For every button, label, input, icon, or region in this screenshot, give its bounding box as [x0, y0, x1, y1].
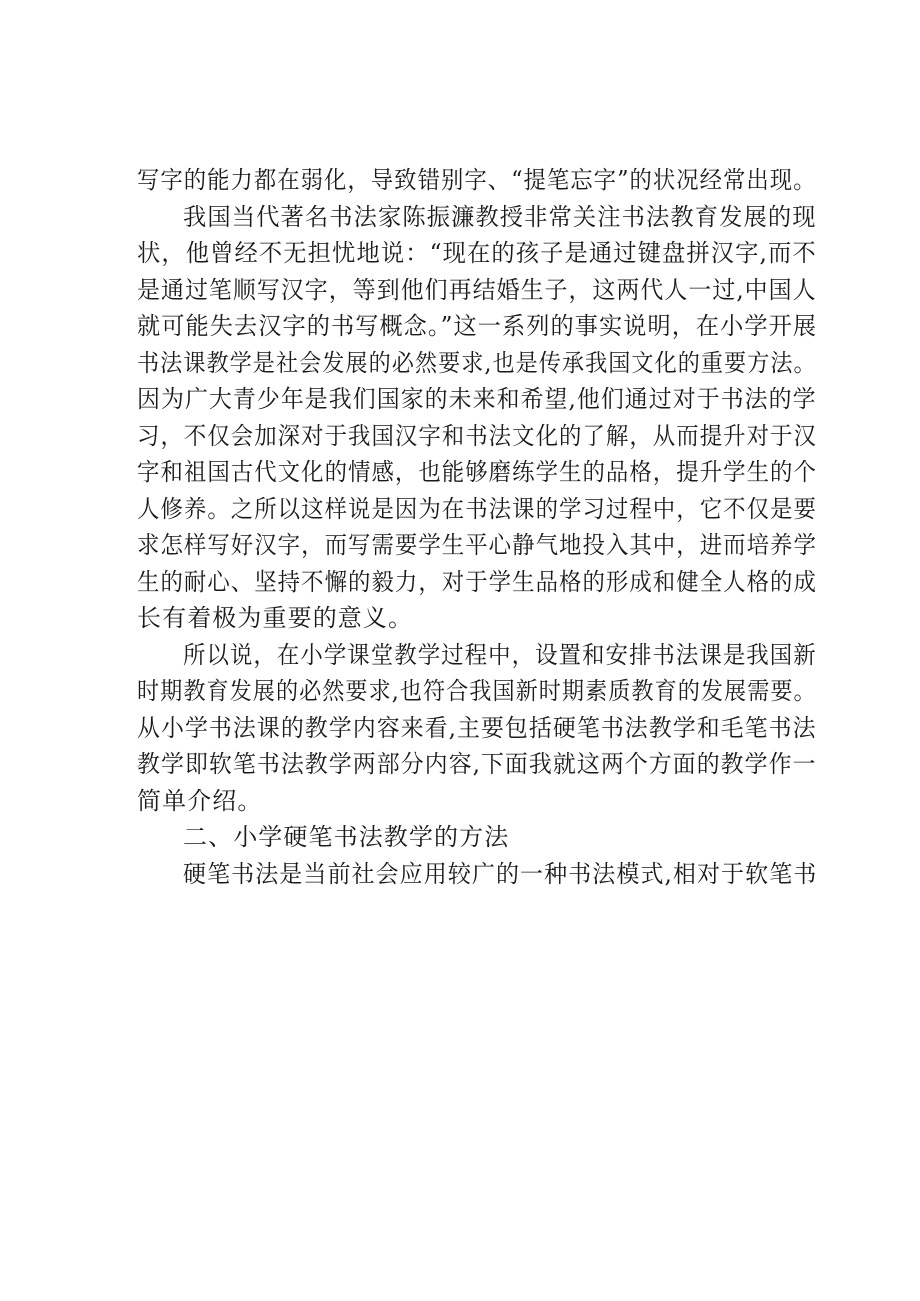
- text-line: 从小学书法课的教学内容来看,主要包括硬笔书法教学和毛笔书法: [137, 713, 817, 742]
- text-line: 求怎样写好汉字，而写需要学生平心静气地投入其中，进而培养学: [137, 531, 817, 559]
- text-line: 就可能失去汉字的书写概念。”这一系列的事实说明，在小学开展: [137, 312, 818, 340]
- body-text: [137, 162, 817, 892]
- text-line: 是通过笔顺写汉字，等到他们再结婚生子，这两代人一过,中国人: [137, 275, 817, 304]
- section-heading: 二、小学硬笔书法教学的方法: [183, 823, 510, 851]
- text-line: 硬笔书法是当前社会应用较广的一种书法模式,相对于软笔书: [183, 859, 818, 888]
- text-line: 人修养。之所以这样说是因为在书法课的学习过程中，它不仅是要: [137, 494, 817, 523]
- text-line: 习，不仅会加深对于我国汉字和书法文化的了解，从而提升对于汉: [137, 421, 817, 450]
- text-line: 生的耐心、坚持不懈的毅力，对于学生品格的形成和健全人格的成: [137, 567, 817, 596]
- text-line: 状，他曾经不无担忧地说：“现在的孩子是通过键盘拼汉字,而不: [137, 239, 817, 267]
- text-line: 字和祖国古代文化的情感，也能够磨练学生的品格，提升学生的个: [137, 458, 817, 486]
- text-line: 长有着极为重要的意义。: [137, 604, 414, 632]
- text-line: 所以说，在小学课堂教学过程中，设置和安排书法课是我国新: [183, 640, 817, 669]
- text-line: 教学即软笔书法教学两部分内容,下面我就这两个方面的教学作一: [137, 750, 817, 778]
- text-line: 我国当代著名书法家陈振濂教授非常关注书法教育发展的现: [183, 202, 817, 231]
- text-line: 时期教育发展的必然要求,也符合我国新时期素质教育的发展需要。: [137, 677, 817, 705]
- text-line: 书法课教学是社会发展的必然要求,也是传承我国文化的重要方法。: [137, 348, 817, 377]
- text-line: 简单介绍。: [137, 786, 263, 815]
- text-line: 因为广大青少年是我们国家的未来和希望,他们通过对于书法的学: [137, 385, 817, 413]
- text-line: 写字的能力都在弱化，导致错别字、“提笔忘字”的状况经常出现。: [137, 166, 817, 194]
